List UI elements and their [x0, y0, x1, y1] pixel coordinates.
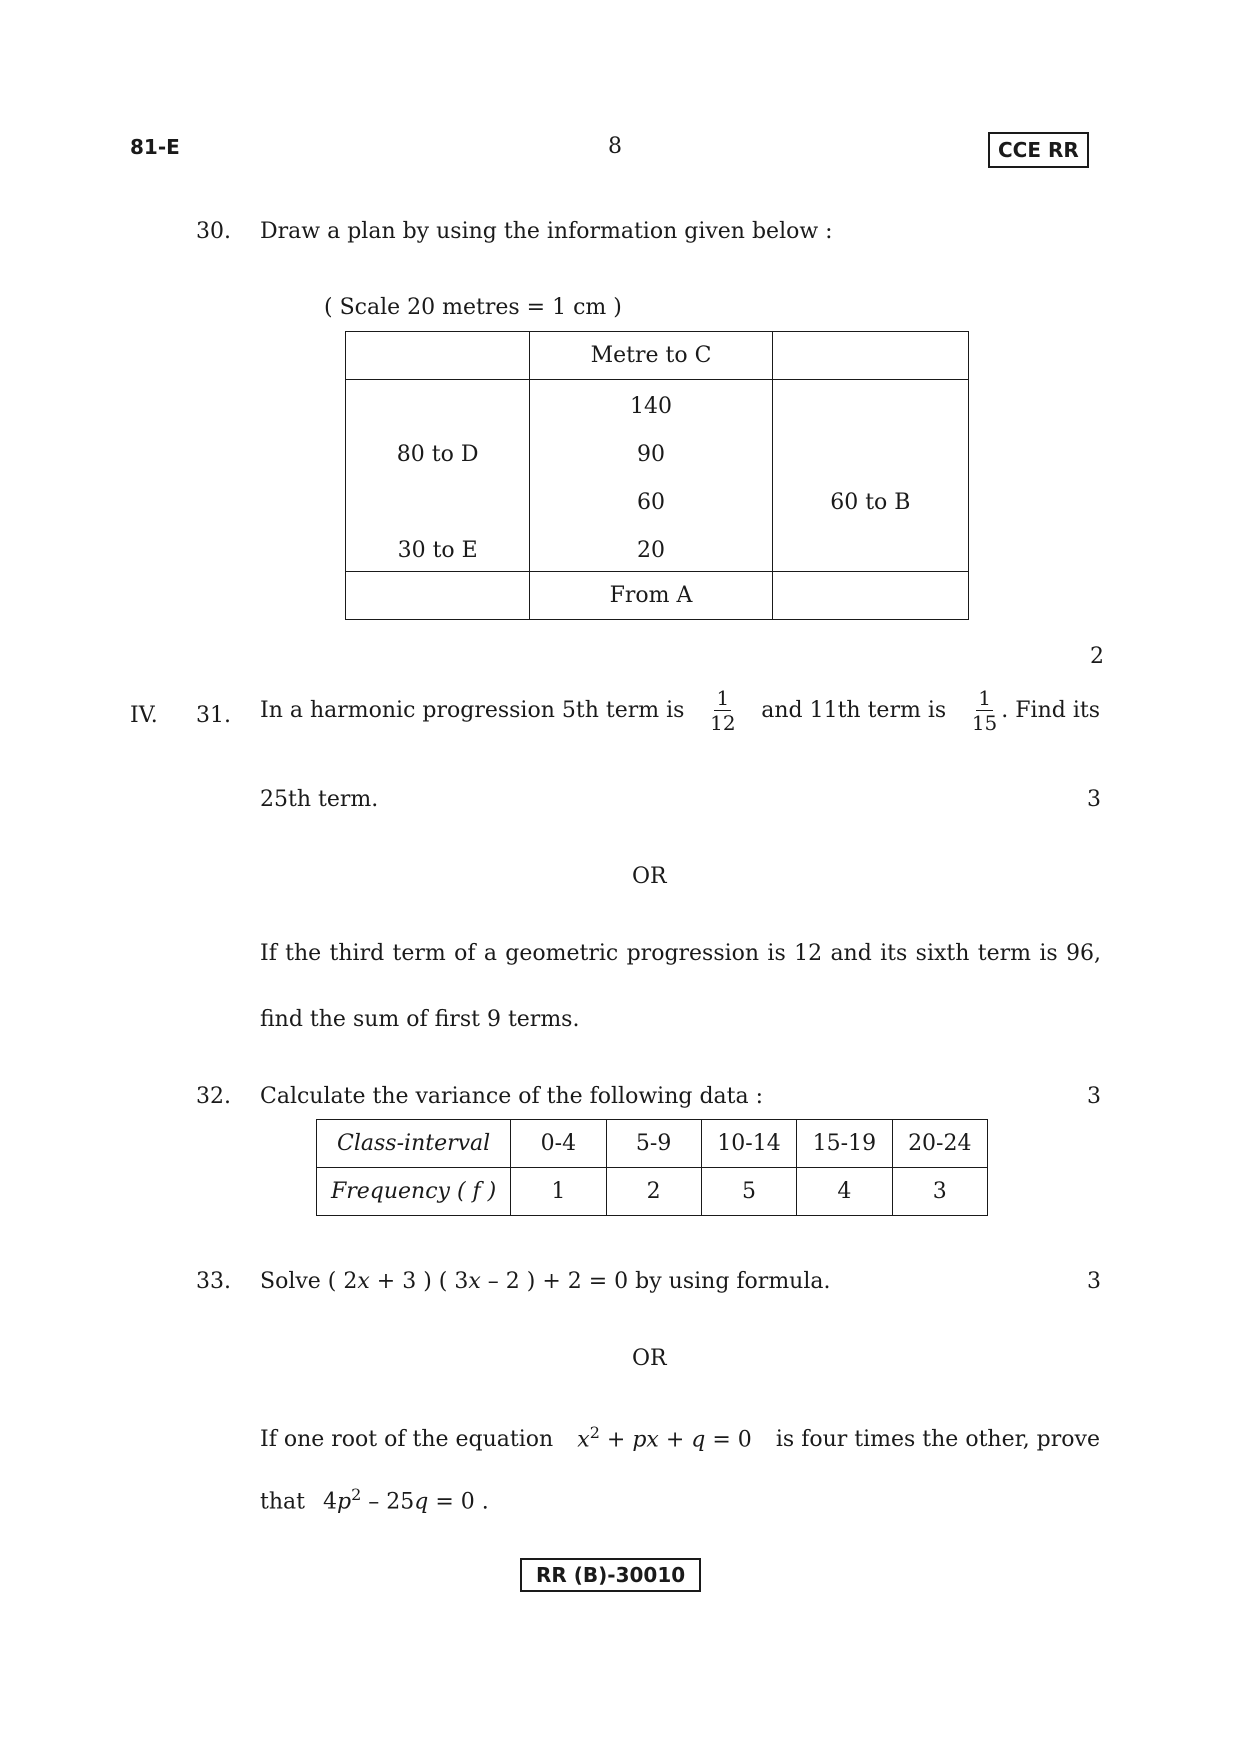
plan-top-center: Metre to C: [530, 332, 772, 380]
class-interval-cell: 10-14: [701, 1120, 796, 1168]
q33-text-a: Solve ( 2: [260, 1269, 358, 1294]
fraction-numerator: 1: [978, 686, 991, 710]
eq-equals: = 0: [705, 1427, 752, 1453]
plan-offset-d: 80 to D: [396, 442, 479, 467]
class-interval-cell: 20-24: [892, 1120, 987, 1168]
frequency-cell: 3: [892, 1168, 987, 1216]
q32-marks: 3: [1087, 1084, 1101, 1109]
fraction-one-twelfth: [708, 686, 737, 735]
q30-scale: ( Scale 20 metres = 1 cm ): [324, 295, 622, 320]
proof-minus: – 25: [361, 1489, 415, 1515]
variance-table: [316, 1119, 988, 1216]
q33-or: OR: [632, 1346, 667, 1371]
q33-text-b: + 3 ) ( 3: [369, 1269, 469, 1294]
frequency-cell: 2: [606, 1168, 701, 1216]
fraction-denominator: 15: [971, 711, 998, 735]
class-interval-header: Class-interval: [317, 1120, 511, 1168]
q33-var-x: x: [357, 1269, 370, 1294]
class-interval-cell: 5-9: [606, 1120, 701, 1168]
plan-middle-center: [530, 380, 772, 572]
q32-text: Calculate the variance of the following data :: [260, 1084, 764, 1109]
section-label: IV.: [130, 703, 158, 728]
plan-table: [345, 331, 969, 620]
q33-alt-b: is four times the other, prove: [775, 1427, 1100, 1453]
footer-code: RR (B)-30010: [520, 1558, 701, 1592]
eq-power: 2: [589, 1423, 600, 1442]
frequency-cell: 4: [797, 1168, 892, 1216]
plan-distance: 140: [630, 394, 672, 419]
q33-that: that: [260, 1489, 305, 1515]
fraction-one-fifteenth: [970, 686, 999, 735]
q33-alt-a: If one root of the equation: [260, 1427, 554, 1453]
q31-marks: 3: [1087, 787, 1101, 812]
q30-number: 30.: [196, 219, 231, 244]
plan-distance: 20: [637, 538, 665, 563]
frequency-cell: 1: [511, 1168, 606, 1216]
q31-text-3-group: [966, 686, 1100, 735]
proof-4: 4: [322, 1489, 337, 1515]
q32-number: 32.: [196, 1084, 231, 1109]
q31-text-1: In a harmonic progression 5th term is: [260, 697, 685, 723]
q33-number: 33.: [196, 1269, 231, 1294]
plan-bottom-center: From A: [530, 572, 772, 620]
q30-marks: 2: [1090, 644, 1104, 669]
q31-alt-line1: If the third term of a geometric progression is 12 and its sixth term is 96,: [260, 941, 1101, 966]
frequency-cell: 5: [701, 1168, 796, 1216]
eq-q: q: [691, 1427, 706, 1453]
proof-equals: = 0 .: [428, 1489, 489, 1515]
plan-cell-empty: [346, 572, 530, 620]
frequency-header: Frequency ( f ): [317, 1168, 511, 1216]
plan-cell-empty: [772, 572, 968, 620]
eq-px: px: [632, 1427, 659, 1453]
q31-text-2: and 11th term is: [761, 697, 947, 723]
q33-text-c: – 2 ) + 2 = 0 by using formula.: [480, 1269, 831, 1294]
fraction-denominator: 12: [710, 711, 736, 735]
plan-cell-empty: [772, 332, 968, 380]
q31-text-4: 25th term.: [260, 787, 379, 812]
q31-line: [260, 686, 1100, 735]
eq-plus: +: [599, 1427, 633, 1453]
header-badge: CCE RR: [988, 132, 1089, 168]
q31-alt-line2: find the sum of first 9 terms.: [260, 1007, 580, 1032]
plan-distance: 60: [637, 490, 665, 515]
plan-distance: 90: [637, 442, 665, 467]
proof-power: 2: [351, 1485, 362, 1504]
eq-x: x: [577, 1427, 590, 1453]
q31-number: 31.: [196, 703, 231, 728]
q33-alt-line2: [260, 1482, 489, 1515]
q33-var-x: x: [468, 1269, 481, 1294]
paper-code: 81-E: [130, 135, 180, 159]
eq-plus: +: [658, 1427, 692, 1453]
q30-text: Draw a plan by using the information given below :: [260, 219, 833, 244]
plan-cell-empty: [346, 332, 530, 380]
class-interval-cell: 15-19: [797, 1120, 892, 1168]
fraction-numerator: 1: [716, 686, 730, 710]
q31-text-3: . Find its: [1001, 697, 1100, 723]
q33-marks: 3: [1087, 1269, 1101, 1294]
q31-or: OR: [632, 864, 667, 889]
proof-q: q: [414, 1489, 429, 1515]
page-number: 8: [608, 134, 622, 159]
q33-text: [260, 1269, 831, 1295]
class-interval-cell: 0-4: [511, 1120, 606, 1168]
plan-middle-right: [772, 380, 968, 572]
plan-offset-b: 60 to B: [830, 490, 911, 515]
q33-alt-line1: [260, 1420, 1100, 1453]
proof-p: p: [336, 1489, 352, 1515]
plan-middle-left: [346, 380, 530, 572]
quadratic-equation: [577, 1420, 751, 1453]
plan-offset-e: 30 to E: [397, 538, 478, 563]
